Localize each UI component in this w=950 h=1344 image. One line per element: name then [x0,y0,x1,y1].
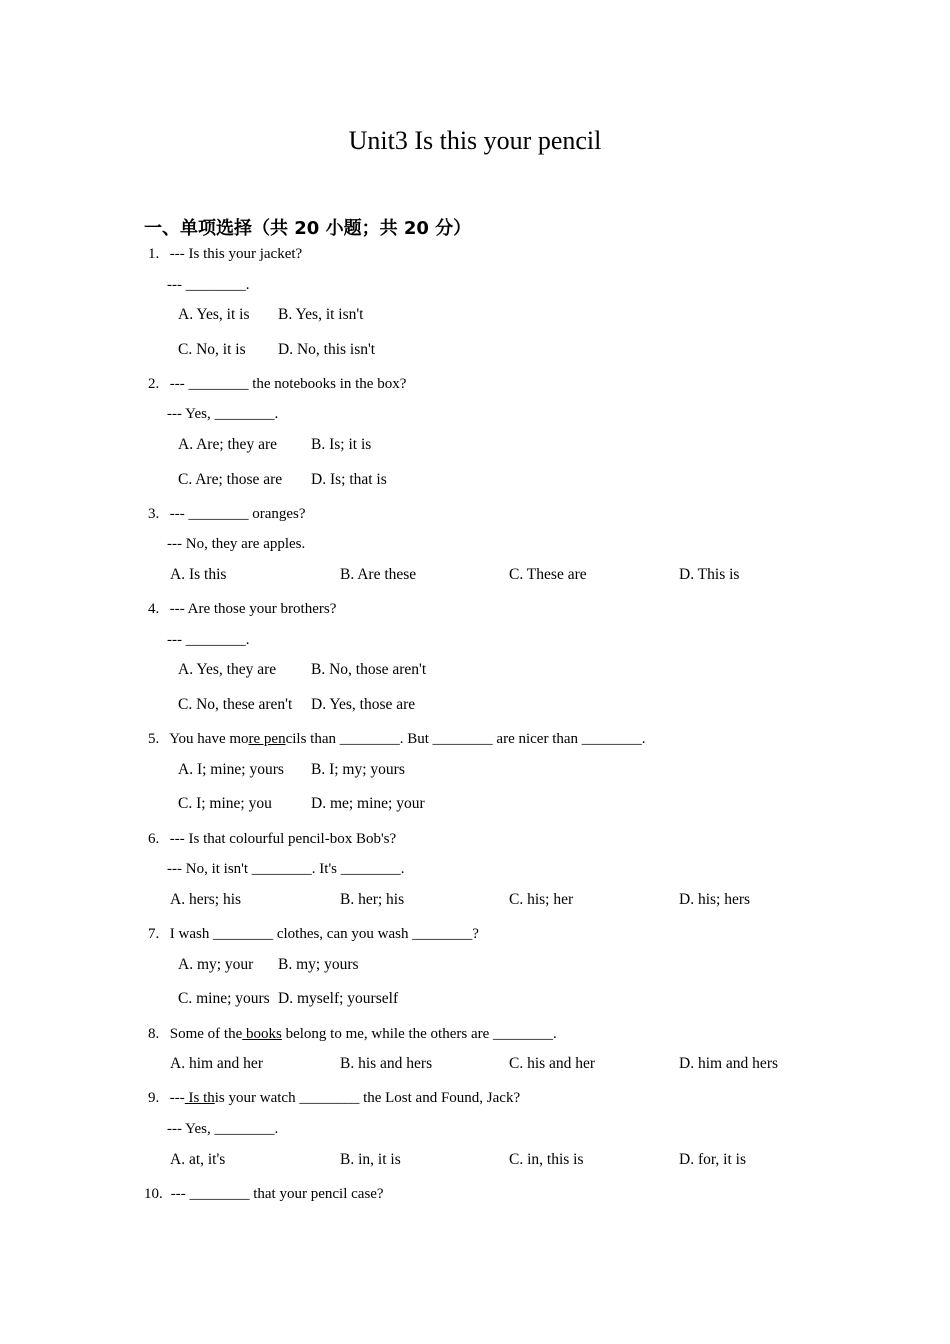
option-4d[interactable]: D. Yes, those are [311,696,416,713]
option-6d[interactable]: D. his; hers [679,891,751,908]
option-4c[interactable]: C. No, these aren't [178,696,293,713]
option-1d[interactable]: D. No, this isn't [278,341,376,358]
option-9a[interactable]: A. at, it's [170,1151,226,1168]
question-text-part: --- [169,1090,185,1106]
question-4-reply: --- ________. [167,632,250,648]
option-6c[interactable]: C. his; her [509,891,574,908]
option-8c[interactable]: C. his and her [509,1055,596,1072]
question-text-underlined: Is th [184,1090,215,1106]
question-text: --- ________ that your pencil case? [170,1186,384,1202]
option-8d[interactable]: D. him and hers [679,1055,779,1072]
option-3a[interactable]: A. Is this [170,566,227,583]
option-4a[interactable]: A. Yes, they are [178,661,277,678]
question-text-part: cils than ________. But ________ are nicer than ________. [285,731,646,747]
section-heading: 一、单项选择（共 20 小题；共 20 分） [144,218,472,239]
question-text-part: is your watch ________ the Lost and Found, Jack? [214,1090,521,1106]
option-2c[interactable]: C. Are; those are [178,471,283,488]
option-8b[interactable]: B. his and hers [340,1055,433,1072]
option-1a[interactable]: A. Yes, it is [178,306,250,323]
option-5b[interactable]: B. I; my; yours [311,761,405,778]
option-3d[interactable]: D. This is [679,566,740,583]
option-7b[interactable]: B. my; yours [278,956,359,973]
page-title: Unit3 Is this your pencil [348,126,602,155]
question-5-stem [148,729,646,749]
question-text: --- Is this your jacket? [169,246,303,262]
question-2-stem [148,374,406,394]
question-number: 7. [148,926,160,942]
option-6a[interactable]: A. hers; his [170,891,242,908]
question-9-reply: --- Yes, ________. [167,1121,279,1137]
option-1b[interactable]: B. Yes, it isn't [278,306,364,323]
option-5d[interactable]: D. me; mine; your [311,795,425,812]
question-number: 4. [148,601,160,617]
option-7a[interactable]: A. my; your [178,956,254,973]
option-7c[interactable]: C. mine; yours [178,990,270,1007]
option-1c[interactable]: C. No, it is [178,341,246,358]
question-1-stem [148,244,302,264]
option-4b[interactable]: B. No, those aren't [311,661,427,678]
option-9d[interactable]: D. for, it is [679,1151,746,1168]
question-text: I wash ________ clothes, can you wash ________? [169,926,479,942]
question-text-underlined: books [242,1026,282,1042]
option-7d[interactable]: D. myself; yourself [278,990,399,1007]
question-text: --- ________ oranges? [169,506,306,522]
question-number: 5. [148,731,160,747]
question-6-reply: --- No, it isn't ________. It's ________. [167,861,405,877]
question-10-stem [144,1184,384,1204]
option-2b[interactable]: B. Is; it is [311,436,372,453]
question-text-part: Some of the [169,1026,243,1042]
question-number: 10. [144,1186,163,1202]
question-text-part: You have mo [169,731,249,747]
question-9-stem [148,1088,520,1108]
question-text-underlined: re pen [248,731,286,747]
option-5c[interactable]: C. I; mine; you [178,795,272,812]
question-6-stem [148,829,396,849]
question-4-stem [148,599,336,619]
question-7-stem [148,924,479,944]
question-3-stem [148,504,306,524]
question-8-stem [148,1024,557,1044]
option-2a[interactable]: A. Are; they are [178,436,277,453]
question-number: 9. [148,1090,160,1106]
option-3c[interactable]: C. These are [509,566,587,583]
question-number: 1. [148,246,160,262]
option-9b[interactable]: B. in, it is [340,1151,401,1168]
option-6b[interactable]: B. her; his [340,891,405,908]
question-number: 8. [148,1026,160,1042]
question-text: --- Are those your brothers? [169,601,337,617]
option-2d[interactable]: D. Is; that is [311,471,387,488]
question-text: --- Is that colourful pencil-box Bob's? [169,831,397,847]
question-3-reply: --- No, they are apples. [167,536,306,552]
question-1-reply: --- ________. [167,277,250,293]
question-text: --- ________ the notebooks in the box? [169,376,407,392]
question-text-part: belong to me, while the others are ________. [281,1026,557,1042]
option-3b[interactable]: B. Are these [340,566,417,583]
option-9c[interactable]: C. in, this is [509,1151,584,1168]
question-number: 6. [148,831,160,847]
question-2-reply: --- Yes, ________. [167,406,279,422]
question-number: 3. [148,506,160,522]
question-number: 2. [148,376,160,392]
option-8a[interactable]: A. him and her [170,1055,263,1072]
option-5a[interactable]: A. I; mine; yours [178,761,284,778]
